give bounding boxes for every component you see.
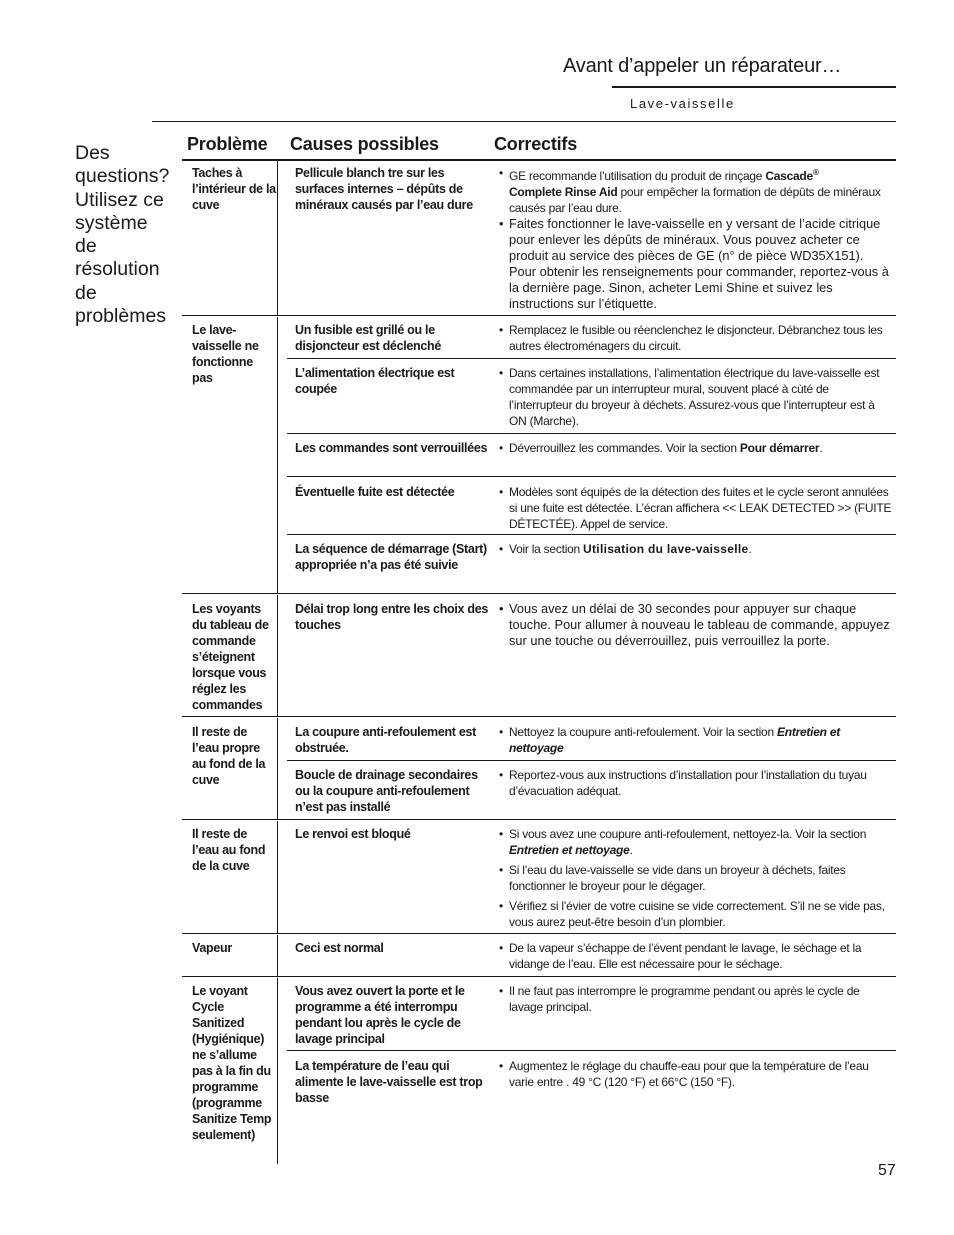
problem-cell: Taches à l’intérieur de la cuve [192,166,276,212]
fix-item: • Dans certaines installations, l’alimentation électrique du lave-vaisselle est commandée par un interrupteur mural, souvent placé à cùté de l’interrupteur du broyeur à déchets. Assurez-vous que l’interrupteur est à ON (Marche). [498,365,892,429]
fix-cell [498,1058,892,1094]
fix-cell [498,541,892,561]
column-divider [277,978,278,1164]
fix-item [498,165,892,216]
cause-cell: Les commandes sont verrouillées [295,441,488,455]
cause-cell: Ceci est normal [295,941,384,955]
column-header-problem: Problème [187,134,268,154]
fix-cell [498,440,892,460]
problem-cell: Il reste de l’eau au fond de la cuve [192,827,266,873]
section-title-line: de [75,235,97,258]
cause-cell: Éventuelle fuite est détectée [295,485,455,499]
page-subtitle: Lave-vaisselle [630,96,735,111]
fix-item: • Il ne faut pas interrompre le programme pendant ou après le cycle de lavage principal. [498,983,892,1015]
top-divider [152,121,896,122]
row-divider [182,976,896,977]
cause-cell: La température de l’eau qui alimente le lave-vaisselle est trop basse [295,1059,483,1105]
fix-text: Nettoyez la coupure anti-refoulement. Voir la section [509,725,777,739]
fix-item: • Faites fonctionner le lave-vaisselle en y versant de l’acide citrique pour enlever les dépûts de minéraux. Vous pouvez acheter ce produit au service des pièces de GE (n° de pièce WD35X151). Pour obtenir les renseignements pour commander, reportez-vous à la dernière page. Sinon, acheter Lemi Shine et suivez les instructions sur l’étiquette. [498,216,892,312]
section-reference: Entretien et nettoyage [509,843,630,857]
section-title-line: système [75,211,148,234]
row-divider [182,716,896,717]
fix-cell [498,165,892,220]
section-title-line: Utilisez ce [75,188,164,211]
fix-item [498,724,892,756]
fix-cell [498,601,892,653]
section-title-line: résolution [75,258,160,281]
section-title-line: Des [75,142,110,164]
fix-item: • Vous avez un délai de 30 secondes pour appuyer sur chaque touche. Pour allumer à nouveau le tableau de commande, appuyez sur une touche ou déverrouillez, puis verrouillez la porte. [498,601,892,649]
problem-cell: Le lave-vaisselle ne fonctionne pas [192,323,259,385]
cause-cell: Boucle de drainage secondaires ou la coupure anti-refoulement n’est pas installé [295,768,478,814]
page-title: Avant d’appeler un réparateur… [563,55,842,77]
fix-text: GE recommande l’utilisation du produit de rinçage [509,169,766,183]
fix-cell [498,940,892,976]
fix-text: Déverrouillez les commandes. Voir la section [509,441,740,455]
cause-cell: Un fusible est grillé ou le disjoncteur est déclenché [295,323,442,353]
cause-cell: Vous avez ouvert la porte et le programme a été interrompu pendant lou après le cycle de lavage principal [295,984,465,1046]
cause-cell: La coupure anti-refoulement est obstruée. [295,725,477,755]
row-divider [182,819,896,820]
column-header-fixes: Correctifs [494,134,578,154]
fix-text: . [629,843,633,857]
section-reference: Utilisation du lave-vaisselle [583,542,749,556]
cause-cell: La séquence de démarrage (Start) appropriée n’a pas été suivie [295,542,487,572]
row-divider [287,433,896,434]
fix-cell [498,216,892,316]
fix-item [498,826,892,858]
column-divider [277,595,278,716]
cause-cell: Le renvoi est bloqué [295,827,411,841]
section-title-line: questions? [75,165,170,188]
fix-item: • Augmentez le réglage du chauffe-eau pour que la température de l’eau varie entre . 49 °C (120 °F) et 66°C (150 °F). [498,1058,892,1090]
column-header-causes: Causes possibles [290,134,439,154]
fix-cell [498,484,892,536]
fix-item: • Reportez-vous aux instructions d’installation pour l’installation du tuyau d’évacuation adéquat. [498,767,892,799]
row-divider [287,760,896,761]
column-divider [277,718,278,819]
section-reference: Pour démarrer [739,441,820,455]
column-divider [277,161,278,315]
fix-cell [498,365,892,433]
page-number: 57 [878,1162,896,1179]
fix-cell [498,322,892,358]
row-divider [287,1050,896,1051]
registered-mark: ® [812,168,819,177]
problem-cell: Il reste de l’eau propre au fond de la cuve [192,725,266,787]
section-title-line: problèmes [75,305,167,328]
cause-cell: Délai trop long entre les choix des touches [295,602,489,632]
fix-text: Si vous avez une coupure anti-refoulement, nettoyez-la. Voir la section [509,827,867,841]
column-divider [277,935,278,976]
section-title-line: de [75,281,97,304]
header-row-divider [182,159,896,161]
fix-item [498,440,892,456]
row-divider [182,593,896,594]
fix-item: • Si l’eau du lave-vaisselle se vide dans un broyeur à déchets, faites fonctionner le broyeur pour le dégager. [498,862,892,894]
fix-item [498,541,892,557]
fix-item: • Modèles sont équipés de la détection des fuites et le cycle seront annulées si une fuite est détectée. L’écran affichera << LEAK DETECTED >> (FUITE DÉTECTÉE). Appel de service. [498,484,892,532]
fix-text: . [819,441,823,455]
row-divider [287,476,896,477]
brand-name: Complete Rinse Aid [509,185,618,199]
fix-item: • Vérifiez si l’évier de votre cuisine se vide correctement. S’il ne se vide pas, vous aurez peut-être besoin d’un plombier. [498,898,892,930]
header-divider [612,86,896,88]
column-divider [277,317,278,593]
section-reference: Entretien et nettoyage [509,725,840,755]
problem-cell: Les voyants du tableau de commande s’éteignent lorsque vous réglez les commandes [192,602,269,712]
fix-item: • Remplacez le fusible ou réenclenchez le disjoncteur. Débranchez tous les autres électroménagers du circuit. [498,322,892,354]
row-divider [287,358,896,359]
fix-text: pour empêcher la formation de dépûts de minéraux causés par l’eau dure. [509,185,881,215]
fix-cell [498,767,892,803]
cause-cell: L’alimentation électrique est coupée [295,366,455,396]
section-title [75,142,181,328]
brand-name: Cascade [765,169,813,183]
fix-text: . [748,542,752,556]
fix-item: • De la vapeur s’échappe de l’évent pendant le lavage, le séchage et la vidange de l’eau. Elle est nécessaire pour le séchage. [498,940,892,972]
cause-cell: Pellicule blanch tre sur les surfaces internes – dépûts de minéraux causés par l’eau dure [295,166,473,212]
problem-cell: Vapeur [192,941,232,955]
fix-cell [498,983,892,1019]
fix-cell [498,724,892,760]
problem-cell: Le voyant Cycle Sanitized (Hygiénique) ne s’allume pas à la fin du programme (programme Sanitize Temp seulement) [192,984,272,1142]
fix-cell [498,826,892,934]
column-divider [277,821,278,933]
fix-text: Voir la section [509,542,584,556]
